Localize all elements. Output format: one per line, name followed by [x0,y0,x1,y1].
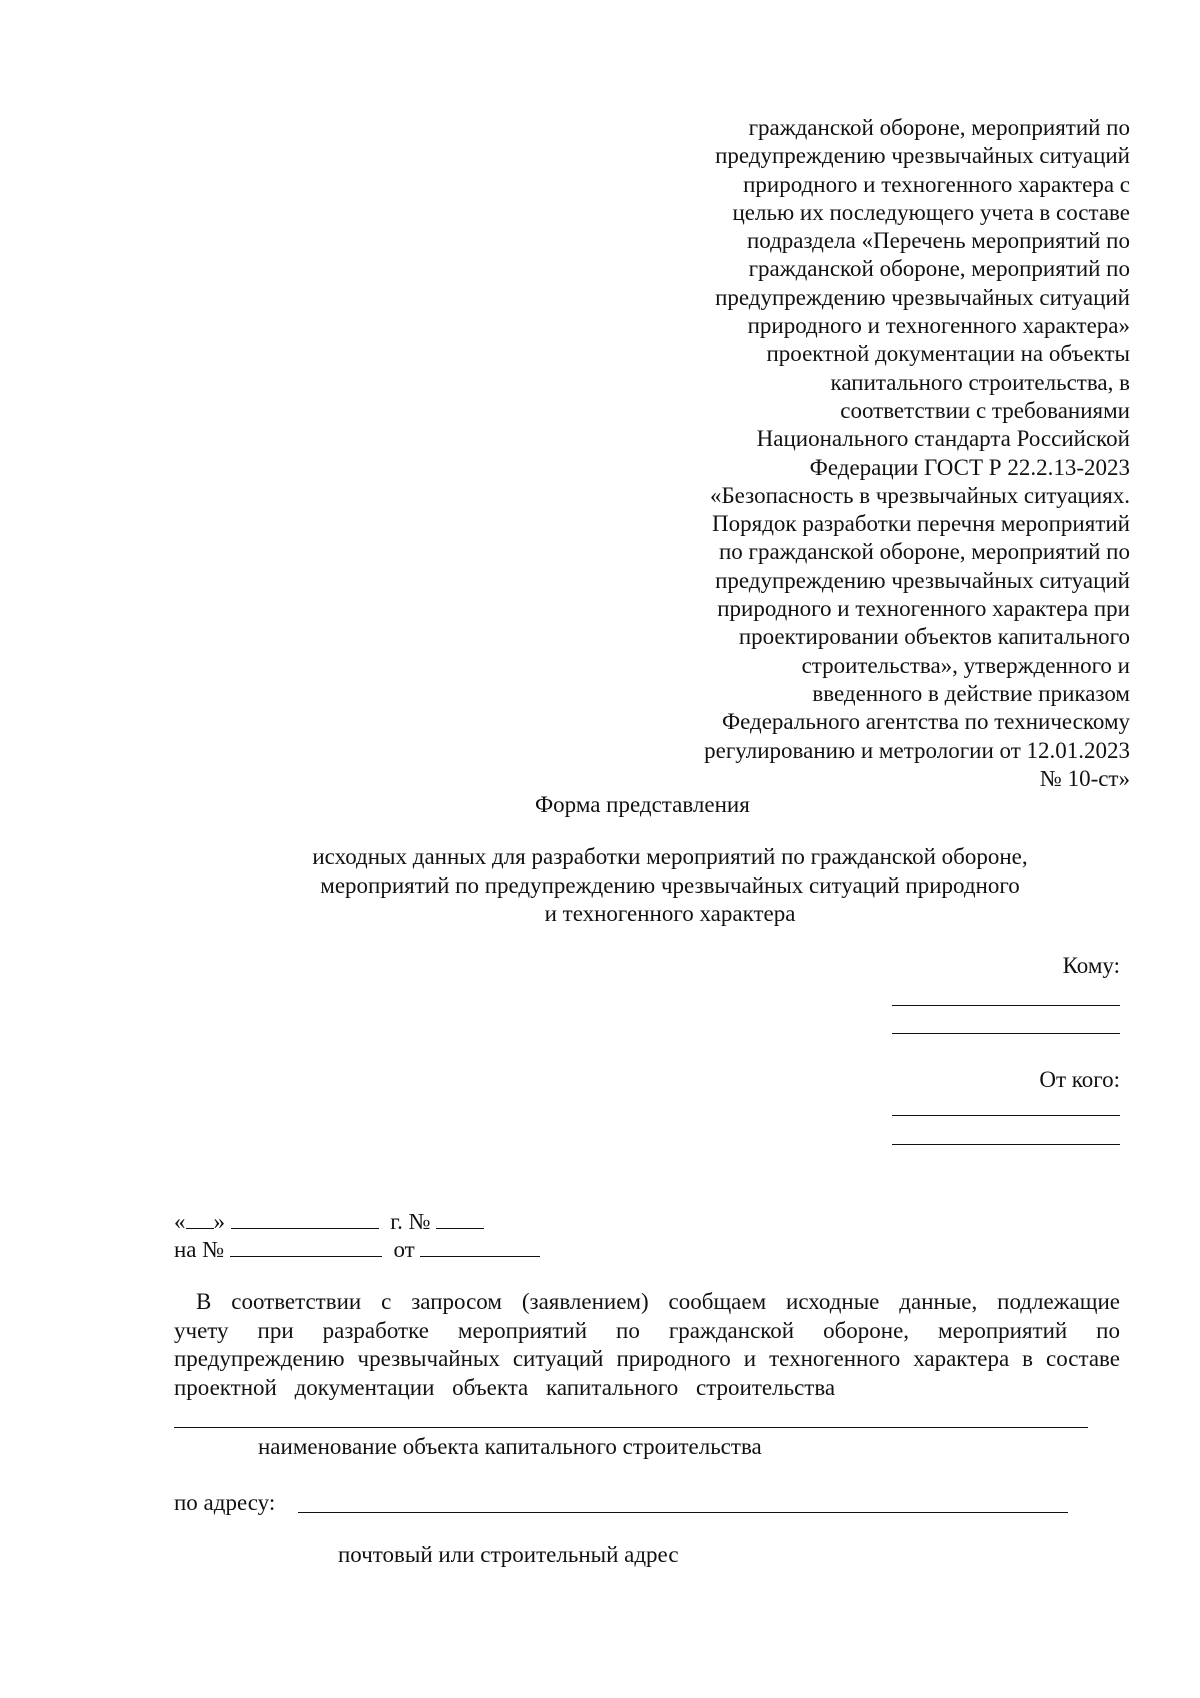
header-line: Федерального агентства по техническому [721,709,1130,735]
header-line: проектной документации на объекты [766,341,1130,367]
body-paragraph [174,1288,1120,1402]
header-line: Национального стандарта Российской [756,426,1130,452]
header-line: проектировании объектов капитального [738,624,1130,650]
object-name-caption: наименование объекта капитального строительства [258,1434,762,1459]
header-line: Порядок разработки перечня мероприятий [712,511,1130,537]
header-line: предупреждению чрезвычайных ситуаций [715,567,1130,593]
header-line: капитального строительства, в [830,369,1130,395]
subject-line: мероприятий по предупреждению чрезвычайных ситуаций природного [320,872,1020,898]
from-blank-line-1[interactable] [892,1115,1120,1116]
header-line: предупреждению чрезвычайных ситуаций [715,284,1130,310]
address-blank-line[interactable] [298,1512,1068,1513]
header-line: «Безопасность в чрезвычайных ситуациях. [709,482,1130,508]
header-line: Федерации ГОСТ Р 22.2.13-2023 [809,454,1130,480]
to-label: Кому: [1062,953,1120,978]
from-label: От кого: [1039,1067,1120,1092]
to-blank-line-1[interactable] [892,1005,1120,1006]
regulatory-header [640,114,1130,793]
to-blank-line-2[interactable] [892,1033,1120,1034]
form-title: Форма представления [535,792,750,817]
day-blank[interactable] [186,1208,214,1229]
header-line: природного и техногенного характера при [717,596,1130,622]
in-reply-label: на № [174,1237,225,1262]
header-line: гражданской обороне, мероприятий по [748,256,1130,282]
header-line: регулированию и метрологии от 12.01.2023 [704,737,1130,763]
header-line: введенного в действие приказом [812,680,1130,706]
body-line: проектной документации объекта капитального строительства [174,1374,836,1400]
body-line: учету при разработке мероприятий по гражданской обороне, мероприятий по [174,1317,1120,1343]
header-line: № 10-ст» [1039,765,1130,791]
body-line: предупреждению чрезвычайных ситуаций природного и техногенного характера в составе [174,1346,1120,1371]
outgoing-reference-row [174,1208,484,1236]
form-subject [270,843,1070,929]
header-line: природного и техногенного характера» [747,313,1130,339]
from-blank-line-2[interactable] [892,1144,1120,1145]
address-label: по адресу: [174,1490,276,1515]
in-reply-number-blank[interactable] [230,1236,382,1257]
header-line: по гражданской обороне, мероприятий по [719,539,1130,565]
header-line: предупреждению чрезвычайных ситуаций [715,143,1130,169]
incoming-reference-row [174,1236,540,1264]
subject-line: и техногенного характера [544,901,796,926]
header-line: целью их последующего учета в составе [732,199,1130,225]
subject-line: исходных данных для разработки мероприятий по гражданской обороне, [312,844,1028,869]
in-reply-date-blank[interactable] [420,1236,540,1257]
number-blank[interactable] [436,1208,484,1229]
address-caption: почтовый или строительный адрес [338,1542,679,1567]
year-number-label: г. № [390,1209,431,1234]
header-line: строительства», утвержденного и [801,652,1130,678]
open-quote: « [174,1209,186,1234]
header-line: соответствии с требованиями [840,397,1130,423]
body-line: В соответствии с запросом (заявлением) сообщаем исходные данные, подлежащие [196,1289,1120,1314]
header-line: гражданской обороне, мероприятий по [748,115,1130,140]
close-quote: » [213,1209,225,1234]
in-reply-from-label: от [393,1237,415,1262]
header-line: подраздела «Перечень мероприятий по [746,228,1130,254]
object-name-blank-line[interactable] [174,1427,1088,1428]
month-blank[interactable] [231,1208,379,1229]
header-line: природного и техногенного характера с [743,171,1130,197]
